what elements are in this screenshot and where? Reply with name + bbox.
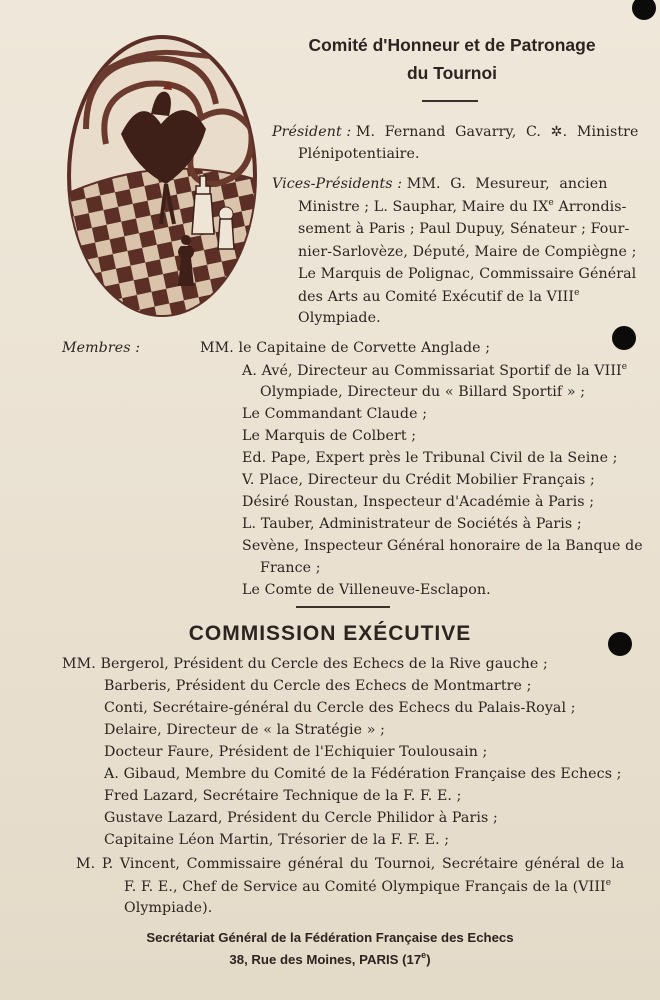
commission-line: Olympiade). bbox=[124, 900, 213, 916]
vice-presidents-line: Ministre ; L. Sauphar, Maire du IXe Arrondis- bbox=[298, 198, 627, 215]
president-text: M. Fernand Gavarry, C. ✲. Ministre bbox=[355, 124, 639, 140]
member-line: France ; bbox=[260, 560, 321, 576]
member-line: Ed. Pape, Expert près le Tribunal Civil de la Seine ; bbox=[242, 450, 618, 466]
section-divider bbox=[296, 606, 390, 608]
punch-hole-top bbox=[632, 0, 656, 20]
president-label: Président : bbox=[272, 124, 356, 140]
commission-line: Docteur Faure, Président de l'Echiquier Toulousain ; bbox=[104, 744, 488, 760]
vice-presidents-line: Le Marquis de Polignac, Commissaire Général bbox=[298, 266, 637, 282]
vice-presidents-line: nier-Sarlovèze, Député, Maire de Compiègne ; bbox=[298, 244, 637, 260]
commission-line: Conti, Secrétaire-général du Cercle des Echecs du Palais-Royal ; bbox=[104, 700, 576, 716]
commission-line: Fred Lazard, Secrétaire Technique de la F. F. E. ; bbox=[104, 788, 462, 804]
address-line: 38, Rue des Moines, PARIS (17e) bbox=[229, 950, 431, 967]
vice-presidents-line: sement à Paris ; Paul Dupuy, Sénateur ; Four- bbox=[298, 221, 630, 237]
member-line: Olympiade, Directeur du « Billard Sportif » ; bbox=[260, 384, 586, 400]
member-line: Sevène, Inspecteur Général honoraire de la Banque de bbox=[242, 538, 643, 554]
commission-line: Gustave Lazard, Président du Cercle Philidor à Paris ; bbox=[104, 810, 498, 826]
president-line bbox=[272, 124, 639, 140]
executive-commission-heading: COMMISSION EXÉCUTIVE bbox=[188, 622, 472, 645]
member-line: V. Place, Directeur du Crédit Mobilier Français ; bbox=[242, 472, 595, 488]
title-divider bbox=[422, 100, 478, 102]
vice-presidents-line: des Arts au Comité Exécutif de la VIIIe bbox=[298, 288, 580, 305]
member-line: A. Avé, Directeur au Commissariat Sportif de la VIIIe bbox=[242, 362, 628, 379]
commission-line: F. F. E., Chef de Service au Comité Olympique Français de la (VIIIe bbox=[124, 878, 612, 895]
punch-hole-middle bbox=[612, 326, 636, 350]
member-line: Le Comte de Villeneuve-Esclapon. bbox=[242, 582, 491, 598]
member-line: MM. le Capitaine de Corvette Anglade ; bbox=[200, 340, 491, 356]
vice-presidents-line: Olympiade. bbox=[298, 310, 381, 326]
secretariat-line: Secrétariat Général de la Fédération Française des Echecs bbox=[146, 930, 514, 945]
honor-committee-title-line2: du Tournoi bbox=[406, 63, 498, 83]
member-line: L. Tauber, Administrateur de Sociétés à Paris ; bbox=[242, 516, 582, 532]
chess-rooster-emblem bbox=[66, 34, 258, 318]
commission-line: A. Gibaud, Membre du Comité de la Fédération Française des Echecs ; bbox=[104, 766, 622, 782]
member-line: Le Marquis de Colbert ; bbox=[242, 428, 417, 444]
vice-presidents-label: Vices-Présidents : bbox=[272, 176, 407, 192]
commission-line: Capitaine Léon Martin, Trésorier de la F. F. E. ; bbox=[104, 832, 450, 848]
member-line: Désiré Roustan, Inspecteur d'Académie à Paris ; bbox=[242, 494, 595, 510]
commission-line: MM. Bergerol, Président du Cercle des Echecs de la Rive gauche ; bbox=[62, 656, 548, 672]
honor-committee-title-line1: Comité d'Honneur et de Patronage bbox=[308, 35, 596, 55]
commission-line: Barberis, Président du Cercle des Echecs de Montmartre ; bbox=[104, 678, 532, 694]
member-line: Le Commandant Claude ; bbox=[242, 406, 428, 422]
commission-line: Delaire, Directeur de « la Stratégie » ; bbox=[104, 722, 386, 738]
vice-presidents-line bbox=[272, 176, 608, 192]
commission-line: M. P. Vincent, Commissaire général du Tournoi, Secrétaire général de la bbox=[76, 856, 625, 872]
president-line-2: Plénipotentiaire. bbox=[298, 146, 420, 162]
vice-presidents-text: MM. G. Mesureur, ancien bbox=[406, 176, 608, 192]
members-label: Membres : bbox=[62, 340, 141, 356]
